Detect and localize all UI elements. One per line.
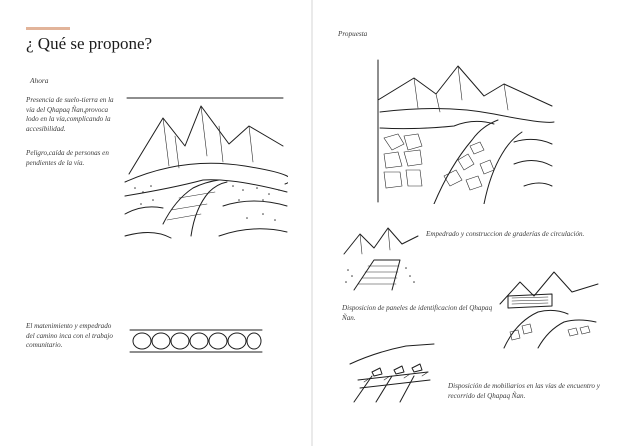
paragraph-fall-danger: Peligro,caída de personas en pendientes de la vía. — [26, 149, 109, 167]
sketch-panels — [498, 270, 600, 350]
sketch-stairs — [340, 220, 422, 292]
section-label-now: Ahora — [30, 76, 49, 85]
caption-panels: Disposicion de paneles de identificacion del Qhapaq Ñan. — [342, 304, 493, 322]
page-gutter — [311, 0, 313, 446]
sketch-stone-strip — [126, 324, 266, 358]
sketch-proposal-main — [374, 56, 556, 204]
caption-stairs: Empedrado y construccion de graderías de circulación. — [426, 230, 585, 238]
caption-furniture: Disposición de mobiliarios en las vías de encuentro y recorrido del Qhapaq Ñan. — [448, 382, 600, 400]
page-title: ¿ Qué se propone? — [26, 34, 153, 53]
sketch-furniture — [346, 342, 436, 404]
paragraph-mud-problem: Presencia de suelo-tierra en la vía del Qhapaq Ñan,provoca lodo en la vía,complicando la accesibilidad. — [26, 96, 114, 133]
section-label-proposal: Propuesta — [338, 30, 368, 38]
title-accent-bar — [26, 27, 70, 30]
paragraph-maintenance: El matenimiento y empedrado del camino inca con el trabajo comunitario. — [26, 322, 113, 350]
sketch-current-road — [123, 96, 288, 246]
